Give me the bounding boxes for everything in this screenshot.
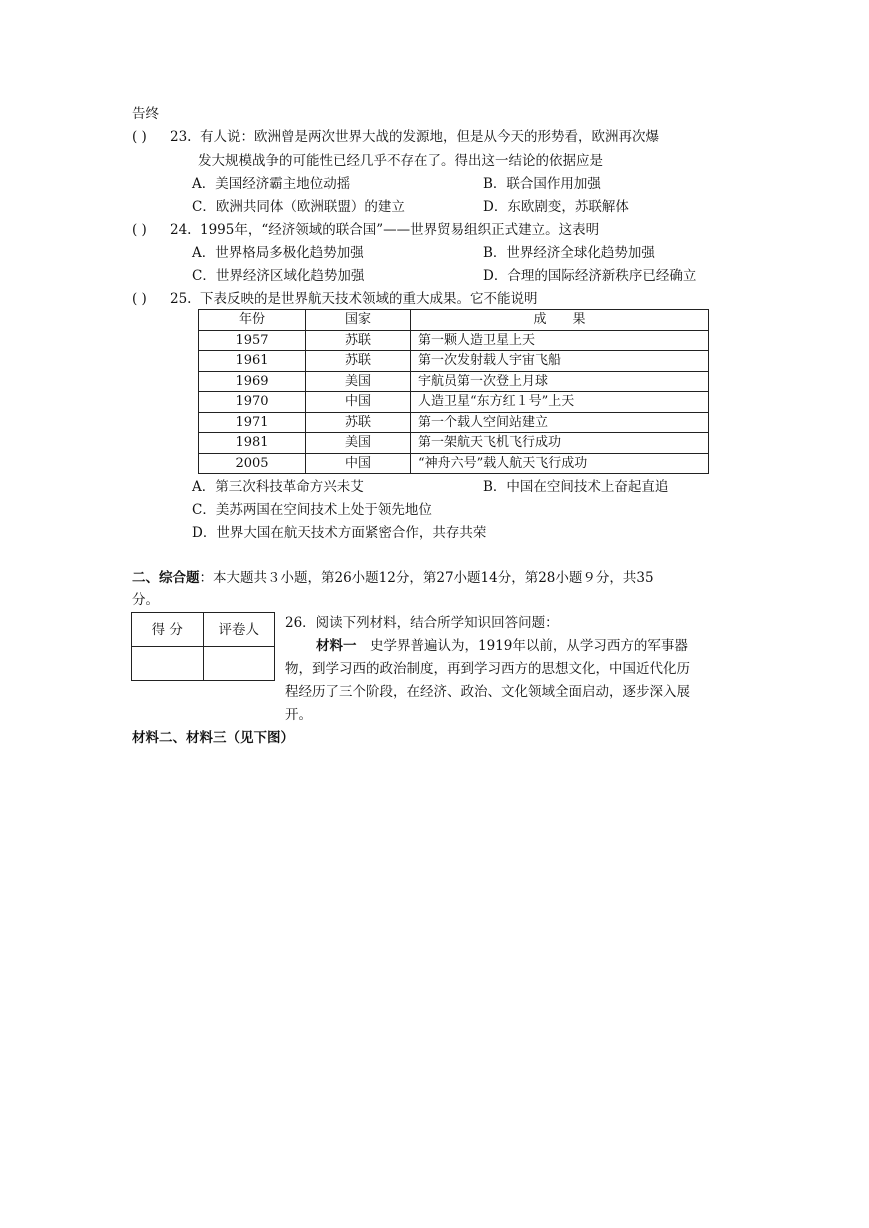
table-row: [199, 412, 709, 433]
continued-text: 告终: [132, 106, 159, 122]
cell-country: 苏联: [306, 412, 411, 433]
cell-country: 苏联: [306, 351, 411, 372]
material-2-3-heading: 材料二、材料三（见下图）: [132, 730, 294, 746]
question-text: 下表反映的是世界航天技术领域的重大成果。它不能说明: [200, 291, 538, 307]
material-1: [316, 635, 688, 657]
material-text: 史学界普遍认为，1919年以前，从学习西方的军事器: [356, 638, 688, 654]
space-achievements-table: [198, 309, 709, 474]
table-header-row: [199, 310, 709, 331]
option-d: D．合理的国际经济新秩序已经确立: [483, 268, 697, 284]
table-row: [199, 433, 709, 454]
header-year: 年份: [199, 310, 306, 331]
table-row: [199, 330, 709, 351]
answer-blank[interactable]: ( ): [132, 129, 147, 145]
cell-year: 1981: [199, 433, 306, 454]
grader-label: 评卷人: [203, 613, 275, 647]
cell-year: 1971: [199, 412, 306, 433]
header-achievement: 成 果: [411, 310, 709, 331]
question-text: 1995年，“经济领域的联合国”——世界贸易组织正式建立。这表明: [200, 222, 600, 238]
cell-year: 1970: [199, 392, 306, 413]
material-text: 程经历了三个阶段，在经济、政治、文化领域全面启动，逐步深入展: [285, 684, 690, 700]
section-description-cont: 分。: [132, 592, 159, 608]
option-b: B．中国在空间技术上奋起直追: [483, 479, 669, 495]
option-b: B．世界经济全球化趋势加强: [483, 245, 655, 261]
material-label: 材料一: [316, 638, 357, 654]
table-row: [199, 392, 709, 413]
score-label: 得 分: [132, 613, 204, 647]
question-intro: 26．阅读下列材料，结合所学知识回答问题：: [285, 615, 559, 631]
cell-country: 中国: [306, 453, 411, 474]
question-number: 23.: [170, 129, 192, 145]
cell-achievement: 第一架航天飞机飞行成功: [411, 433, 709, 454]
cell-country: 中国: [306, 392, 411, 413]
score-field[interactable]: [132, 647, 204, 681]
cell-year: 1969: [199, 371, 306, 392]
question-number: 25.: [170, 291, 192, 307]
option-a: A．世界格局多极化趋势加强: [192, 245, 364, 261]
cell-country: 美国: [306, 433, 411, 454]
option-b: B．联合国作用加强: [483, 176, 601, 192]
option-c: C．美苏两国在空间技术上处于领先地位: [192, 502, 432, 518]
option-a: A．第三次科技革命方兴未艾: [192, 479, 364, 495]
header-country: 国家: [306, 310, 411, 331]
cell-year: 1961: [199, 351, 306, 372]
question-text: 有人说：欧洲曾是两次世界大战的发源地，但是从今天的形势看，欧洲再次爆: [200, 129, 659, 145]
material-text: 开。: [285, 707, 312, 723]
material-text: 物，到学习西的政治制度，再到学习西方的思想文化，中国近代化历: [285, 661, 690, 677]
option-a: A．美国经济霸主地位动摇: [192, 176, 351, 192]
section-title: 二、综合题: [132, 570, 200, 586]
cell-achievement: 人造卫星“东方红１号”上天: [411, 392, 709, 413]
cell-year: 1957: [199, 330, 306, 351]
cell-achievement: 第一次发射载人宇宙飞船: [411, 351, 709, 372]
table-row: [199, 453, 709, 474]
answer-blank[interactable]: ( ): [132, 222, 147, 238]
cell-achievement: “神舟六号”载人航天飞行成功: [411, 453, 709, 474]
answer-blank[interactable]: ( ): [132, 291, 147, 307]
cell-achievement: 宇航员第一次登上月球: [411, 371, 709, 392]
section-description: ：本大题共３小题，第26小题12分，第27小题14分，第28小题９分，共35: [199, 570, 654, 586]
question-number: 24.: [170, 222, 192, 238]
grader-field[interactable]: [203, 647, 275, 681]
question-text: 发大规模战争的可能性已经几乎不存在了。得出这一结论的依据应是: [198, 153, 603, 169]
cell-achievement: 第一个载人空间站建立: [411, 412, 709, 433]
table-row: [199, 371, 709, 392]
option-c: C．世界经济区域化趋势加强: [192, 268, 365, 284]
score-box: [131, 612, 275, 681]
cell-country: 苏联: [306, 330, 411, 351]
option-d: D．东欧剧变，苏联解体: [483, 199, 629, 215]
cell-achievement: 第一颗人造卫星上天: [411, 330, 709, 351]
section-heading: [132, 567, 654, 589]
cell-year: 2005: [199, 453, 306, 474]
option-c: C．欧洲共同体（欧洲联盟）的建立: [192, 199, 405, 215]
cell-country: 美国: [306, 371, 411, 392]
option-d: D．世界大国在航天技术方面紧密合作，共存共荣: [192, 525, 487, 541]
table-row: [199, 351, 709, 372]
